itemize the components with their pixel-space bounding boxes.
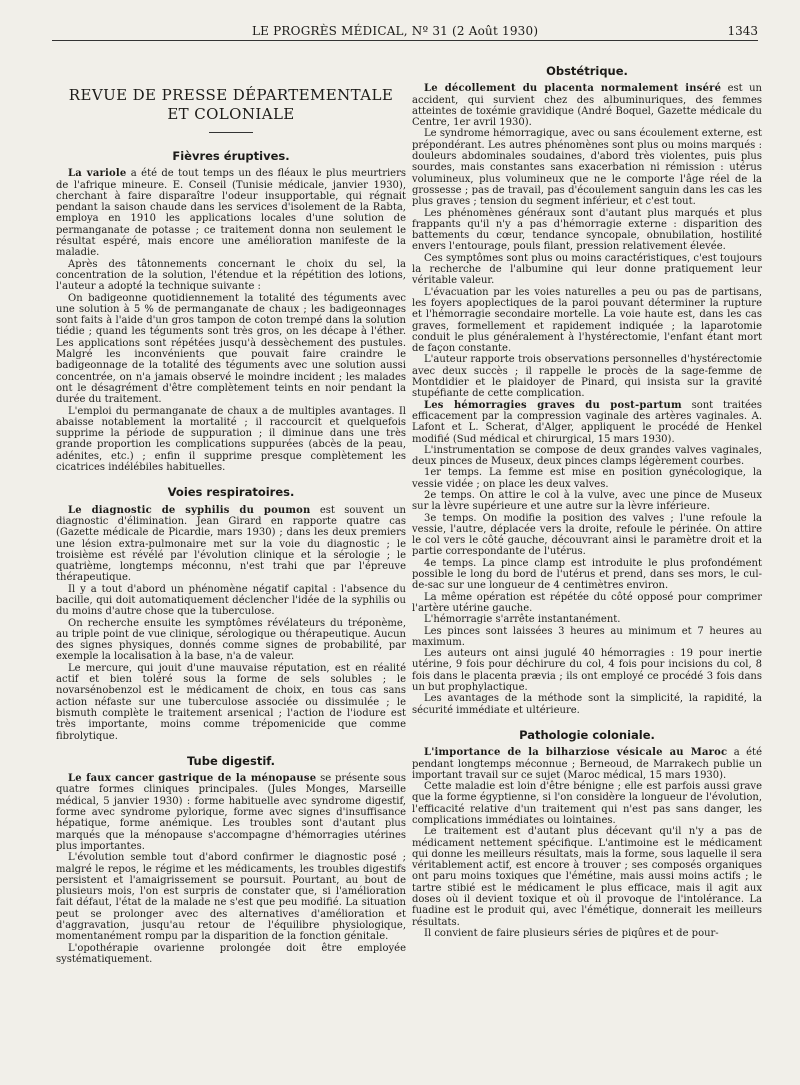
paragraph: 3e temps. On modifie la position des valves ; l'une refoule la vessie, l'autre, déplacée vers la droite, refoule le périnée. On attire le col vers le côté gauche, découvrant ainsi le paramètre droit et la partie correspondante de l'utérus. [412, 512, 762, 558]
paragraph: Après des tâtonnements concernant le choix du sel, la concentration de la solution, l'étendue et la répétition des lotions, l'auteur a adopté la technique suivante : [56, 258, 406, 293]
right-column [412, 66, 762, 939]
header-rule [52, 40, 758, 41]
paragraph: Le mercure, qui jouit d'une mauvaise réputation, est en réalité actif et bien toléré sous la forme de sels solubles ; le novarsénobenzol est le médicament de choix, en tous cas sans action néfaste sur une tuberculose associée ou dissimulée ; le bismuth complète le traitement arsenical ; l'action de l'iodure est très importante, moins comme trépomenicide que comme fibrolytique. [56, 662, 406, 742]
paragraph: Il y a tout d'abord un phénomène négatif capital : l'absence du bacille, qui doit automatiquement déclencher l'idée de la syphilis ou du moins d'autre chose que la tuberculose. [56, 583, 406, 618]
review-title-line1: REVUE DE PRESSE DÉPARTEMENTALE [68, 86, 394, 104]
paragraph [412, 747, 762, 781]
page-number: 1343 [727, 24, 758, 38]
paragraph [56, 168, 406, 258]
section-heading-obstetrique: Obstétrique. [546, 64, 628, 78]
lead-phrase: La variole [68, 168, 127, 180]
left-column [56, 58, 406, 965]
paragraph-text: est un accident, qui survient chez des albuminuriques, des femmes atteintes de toxémie gravidique (André Boquel, Gazette médicale du Centre, 1er avril 1930). [412, 83, 762, 129]
section-heading-pathologie: Pathologie coloniale. [519, 727, 655, 742]
running-title: LE PROGRÈS MÉDICAL, Nº 31 (2 Août 1930) [252, 24, 539, 38]
paragraph-text: se présente sous quatre formes cliniques principales. (Jules Monges, Marseille médical, 5 janvier 1930) : forme habituelle avec syndrome digestif, forme avec syndrome pylorique, forme avec signes d'insuffisance hépatique, forme anémique. Les troubles sont d'autant plus marqués que la ménopause s'accompagne d'hémorragies utérines plus importantes. [56, 773, 406, 852]
paragraph: L'instrumentation se compose de deux grandes valves vaginales, deux pinces de Museux, deux pinces clamps légèrement courbes. [412, 444, 762, 468]
paragraph: La même opération est répétée du côté opposé pour comprimer l'artère utérine gauche. [412, 591, 762, 614]
paragraph: 1er temps. La femme est mise en position gynécologique, la vessie vidée ; on place les deux valves. [412, 467, 762, 490]
paragraph: On badigeonne quotidiennement la totalité des téguments avec une solution à 5 % de permanganate de chaux ; les badigeonnages sont faits à l'aide d'un gros tampon de coton trempé dans la solution tiédie ; quand les téguments sont très gros, on les décape à l'éther. Les applications sont répétées jusqu'à dessèchement des pustules. Malgré les inconvénients que pouvait faire craindre le badigeonnage de la totalité des téguments avec une solution aussi concentrée, on n'a jamais observé le moindre incident ; les malades ont le désagrément d'être complètement teints en noir pendant la durée du traitement. [56, 292, 406, 406]
paragraph: L'évacuation par les voies naturelles a peu ou pas de partisans, les foyers apoplectiques de la paroi pouvant déterminer la rupture et l'hémorragie secondaire mortelle. La voie haute est, dans les cas graves, formellement et rapidement indiquée ; la laparotomie conduit le plus généralement à l'hystérectomie, l'enfant étant mort de façon constante. [412, 286, 762, 355]
paragraph [56, 773, 406, 852]
paragraph: L'auteur rapporte trois observations personnelles d'hystérectomie avec deux succès ; il rappelle le procès de la sage-femme de Montdidier et le plaidoyer de Pinard, qui insista sur la gravité stupéfiante de cette complication. [412, 354, 762, 400]
paragraph: Le traitement est d'autant plus décevant qu'il n'y a pas de médicament nettement spécifique. L'antimoine est le médicament qui donne les meilleurs résultats, mais la forme, sous laquelle il sera véritablement actif, est encore à trouver ; ses composés organiques ont paru moins toxiques que l'émétine, mais aussi moins actifs ; le tartre stibié est le médicament le plus efficace, mais il agit aux doses où il devient toxique et où il provoque de l'intolérance. La fuadine est le produit qui, avec l'émétique, donnerait les meilleurs résultats. [412, 826, 762, 928]
lead-phrase: Le faux cancer gastrique de la ménopause [68, 773, 317, 785]
paragraph: Cette maladie est loin d'être bénigne ; elle est parfois aussi grave que la forme égyptienne, si l'on considère la longueur de l'évolution, l'efficacité relative d'un traitement qui n'est pas sans danger, les complications immédiates ou lointaines. [412, 781, 762, 826]
paragraph: L'opothérapie ovarienne prolongée doit être employée systématiquement. [56, 942, 406, 965]
review-title [56, 86, 406, 124]
lead-phrase: L'importance de la bilharziose vésicale au Maroc [424, 747, 728, 759]
section-heading-fievres: Fièvres éruptives. [172, 149, 290, 163]
paragraph [56, 505, 406, 584]
paragraph: Les auteurs ont ainsi jugulé 40 hémorragies : 19 pour inertie utérine, 9 fois pour déchirure du col, 4 fois pour incisions du col, 8 fois dans le placenta prævia ; ils ont employé ce procédé 3 fois dans un but prophylactique. [412, 648, 762, 694]
paragraph: On recherche ensuite les symptômes révélateurs du tréponème, au triple point de vue clinique, sérologique ou thérapeutique. Aucun des signes physiques, donnés comme signes de probabilité, par exemple la localisation à la base, n'a de valeur. [56, 617, 406, 663]
paragraph [412, 83, 762, 128]
paragraph: L'emploi du permanganate de chaux a de multiples avantages. Il abaisse notablement la mortalité ; il raccourcit et quelquefois supprime la période de suppuration ; il diminue dans une très grande proportion les complications suppurées (abcès de la peau, adénites, etc.) ; enfin il supprime presque complètement les cicatrices indélébiles habituelles. [56, 405, 406, 474]
paragraph: 4e temps. La pince clamp est introduite le plus profondément possible le long du bord de l'utérus et prend, dans ses mors, le cul-de-sac sur une longueur de 4 centimètres environ. [412, 557, 762, 592]
lead-phrase: Les hémorragies graves du post-partum [424, 399, 682, 411]
section-heading-tube: Tube digestif. [186, 753, 276, 768]
paragraph-text: est souvent un diagnostic d'élimination. Jean Girard en rapporte quatre cas (Gazette médicale de Picardie, mars 1930) ; dans les deux premiers une lésion extra-pulmonaire met sur la voie du diagnostic ; le troisième est révélé par l'évolution clinique et la sérologie ; le quatrième, longtemps méconnu, n'est trahi que par l'épreuve thérapeutique. [56, 504, 406, 584]
paragraph-text: a été pendant longtemps méconnue ; Berneoud, de Marrakech publie un important travail sur ce sujet (Maroc médical, 15 mars 1930). [412, 747, 762, 781]
lead-phrase: Le décollement du placenta normalement inséré [424, 83, 722, 95]
paragraph: Le syndrome hémorragique, avec ou sans écoulement externe, est prépondérant. Les autres phénomènes sont plus ou moins marqués : douleurs abdominales soudaines, d'abord très violentes, puis plus sourdes, mais constantes sans exacerbation ni rémission : utérus volumineux, plus volumineux que ne le comporte l'âge réel de la grossesse ; pas de travail, pas d'écoulement sanguin dans les cas les plus graves ; tension du segment inférieur, et c'est tout. [412, 128, 762, 208]
paragraph: L'hémorragie s'arrête instantanément. [424, 614, 621, 626]
lead-phrase: Le diagnostic de syphilis du poumon [68, 504, 311, 516]
paragraph: Les phénomènes généraux sont d'autant plus marqués et plus frappants qu'il n'y a pas d'hémorragie externe : disparition des battements du cœur, tendance syncopale, obnubilation, hostilité envers l'entourage, pouls filant, pression relativement élevée. [412, 207, 762, 253]
section-heading-voies: Voies respiratoires. [167, 485, 295, 500]
review-title-line2: ET COLONIALE [167, 105, 295, 123]
paragraph: 2e temps. On attire le col à la vulve, avec une pince de Museux sur la lèvre supérieure et une autre sur la lèvre inférieure. [412, 489, 762, 513]
paragraph-text: sont traitées efficacement par la compression vaginale des artères vaginales. A. Lafont et L. Scherat, d'Alger, appliquent le procédé de Henkel modifié (Sud médical et chirurgical, 15 mars 1930). [412, 399, 762, 445]
paragraph: L'évolution semble tout d'abord confirmer le diagnostic posé ; malgré le repos, le régime et les médicaments, les troubles digestifs persistent et l'amaigrissement se poursuit. Pourtant, au bout de plusieurs mois, l'on est surpris de constater que, si l'amélioration fait défaut, l'état de la malade ne s'est que peu modifié. La situation peut se prolonger avec des alternatives d'amélioration et d'aggravation, jusqu'au retour de l'équilibre physiologique, momentanément rompu par la disparition de la fonction génitale. [56, 852, 406, 943]
page-header [52, 22, 758, 42]
paragraph-text: a été de tout temps un des fléaux le plus meurtriers de l'afrique mineure. E. Conseil (Tunisie médicale, janvier 1930), cherchant à faire disparaître l'odeur insupportable, qui régnait pendant la saison chaude dans les services d'isolement de la Rabta, employa en 1910 les applications locales d'une solution de permanganate de potasse ; ce traitement donna non seulement le résultat espéré, mais encore une amélioration manifeste de la maladie. [56, 168, 407, 259]
paragraph: Il convient de faire plusieurs séries de piqûres et de pour- [424, 927, 719, 939]
paragraph: Les avantages de la méthode sont la simplicité, la rapidité, la sécurité immédiate et ultérieure. [412, 693, 762, 716]
title-rule [209, 132, 253, 133]
paragraph: Ces symptômes sont plus ou moins caractéristiques, c'est toujours la recherche de l'albumine qui leur donne pratiquement leur véritable valeur. [412, 252, 762, 287]
paragraph: Les pinces sont laissées 3 heures au minimum et 7 heures au maximum. [412, 625, 762, 648]
paragraph [412, 400, 762, 445]
